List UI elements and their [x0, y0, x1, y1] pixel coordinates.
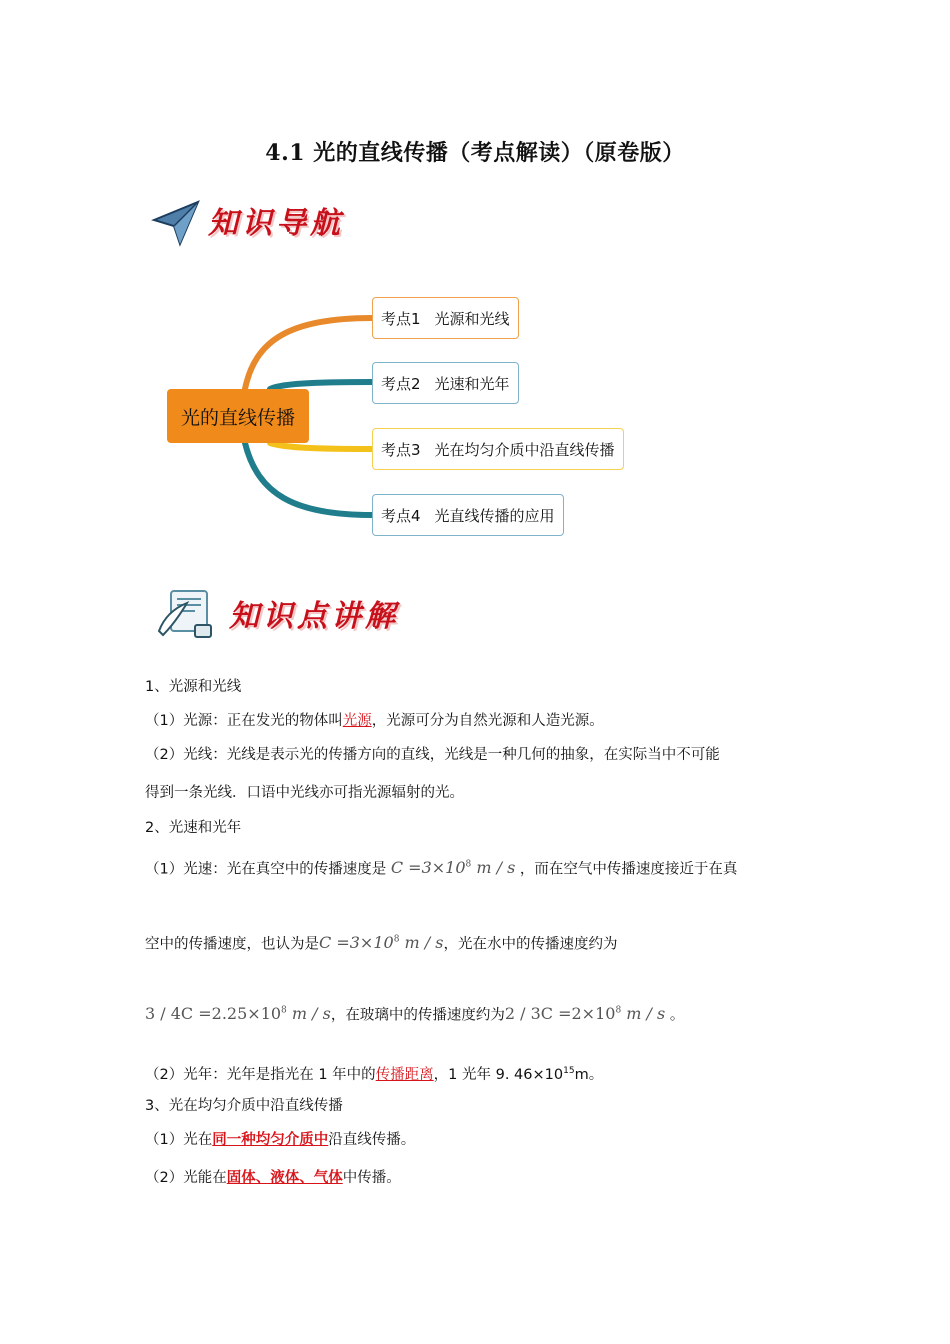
formula-text: C =3×10: [319, 933, 394, 953]
text-span: ，1 光年 9. 46×10: [433, 1066, 564, 1083]
formula-unit: m / s: [476, 858, 516, 878]
branch-line-2: [270, 382, 372, 389]
formula-glass: [505, 1004, 665, 1023]
section1-para2-line1: （2）光线：光线是表示光的传播方向的直线，光线是一种几何的抽象，在实际当中不可能: [145, 747, 720, 763]
mindmap-topic-3: [372, 428, 624, 470]
formula-text: 3 / 4C =2.25×10: [145, 1004, 282, 1024]
section2-lightyear: [145, 1061, 603, 1085]
keyword-highlight: 光源: [342, 713, 372, 729]
branch-line-1: [245, 318, 372, 389]
text-span: m。: [574, 1066, 604, 1083]
text-span: （1）光速：光在真空中的传播速度是: [145, 861, 387, 878]
text-span: 沿直线传播。: [328, 1132, 416, 1148]
text-span: ，在玻璃中的传播速度约为: [330, 1007, 505, 1024]
topic-number: 考点2: [381, 374, 421, 393]
formula-water: [145, 1004, 331, 1023]
topic-number: 考点4: [381, 506, 421, 525]
branch-line-4: [245, 443, 372, 515]
formula-unit: m / s: [291, 1004, 331, 1024]
exponent: 15: [563, 1066, 575, 1076]
topic-number: 考点1: [381, 309, 421, 328]
topic-label: 光直线传播的应用: [434, 506, 555, 525]
mindmap: [0, 0, 950, 560]
formula-exponent: 8: [393, 935, 400, 945]
explain-banner: [155, 585, 435, 645]
formula-exponent: 8: [281, 1006, 287, 1016]
formula-exponent: 8: [615, 1006, 622, 1016]
formula-c: [391, 858, 515, 877]
nav-banner-text: 知识导航: [208, 206, 344, 241]
topic-label: 光源和光线: [434, 309, 510, 328]
formula-exponent: 8: [465, 860, 472, 870]
section3-heading: 3、光在均匀介质中沿直线传播: [145, 1098, 343, 1114]
mindmap-center: 光的直线传播: [167, 389, 309, 443]
section3-para2: [145, 1168, 401, 1188]
explain-banner-text: 知识点讲解: [229, 599, 399, 634]
mindmap-connectors: [0, 0, 950, 560]
formula-unit: m / s: [626, 1004, 666, 1024]
formula-c: [319, 933, 443, 952]
nav-banner: [150, 192, 410, 252]
text-span: ，光源可分为自然光源和人造光源。: [371, 713, 604, 729]
text-span: （2）光能在: [145, 1170, 227, 1186]
text-span: 空中的传播速度，也认为是: [145, 936, 319, 953]
text-span: ，而在空气中传播速度接近于在真: [519, 861, 738, 878]
topic-label: 光在均匀介质中沿直线传播: [434, 440, 615, 459]
text-span: ，光在水中的传播速度约为: [443, 936, 618, 953]
section1-para1: [145, 711, 604, 731]
mindmap-topic-1: [372, 297, 519, 339]
text-span: （1）光在: [145, 1132, 213, 1148]
text-span: 中传播。: [342, 1170, 401, 1186]
formula-text: 2 / 3C =2×10: [504, 1004, 616, 1024]
keyword-highlight: 传播距离: [375, 1066, 434, 1083]
scroll-quill-icon: [155, 585, 217, 643]
section1-heading: 1、光源和光线: [145, 679, 242, 695]
section2-speed-line3: [145, 1001, 684, 1025]
branch-line-3: [270, 443, 372, 449]
paper-plane-icon: [150, 196, 202, 248]
text-span: （2）光年：光年是指光在 1 年中的: [145, 1066, 376, 1083]
topic-number: 考点3: [381, 440, 421, 459]
section2-heading: 2、光速和光年: [145, 820, 242, 836]
mindmap-topic-4: [372, 494, 564, 536]
keyword-highlight: 同一种均匀介质中: [212, 1132, 329, 1148]
keyword-highlight: 固体、液体、气体: [226, 1170, 343, 1186]
section2-speed-line1: [145, 855, 737, 879]
formula-unit: m / s: [404, 933, 444, 953]
section2-speed-line2: [145, 930, 617, 954]
topic-label: 光速和光年: [434, 374, 510, 393]
text-span: （1）光源：正在发光的物体叫: [145, 713, 343, 729]
formula-text: C =3×10: [390, 858, 466, 878]
section3-para1: [145, 1130, 415, 1150]
page-title: 4.1 光的直线传播（考点解读）（原卷版）: [265, 140, 685, 166]
section1-para2-line2: 得到一条光线．口语中光线亦可指光源辐射的光。: [145, 785, 464, 801]
text-span: 。: [669, 1007, 685, 1024]
mindmap-topic-2: [372, 362, 519, 404]
